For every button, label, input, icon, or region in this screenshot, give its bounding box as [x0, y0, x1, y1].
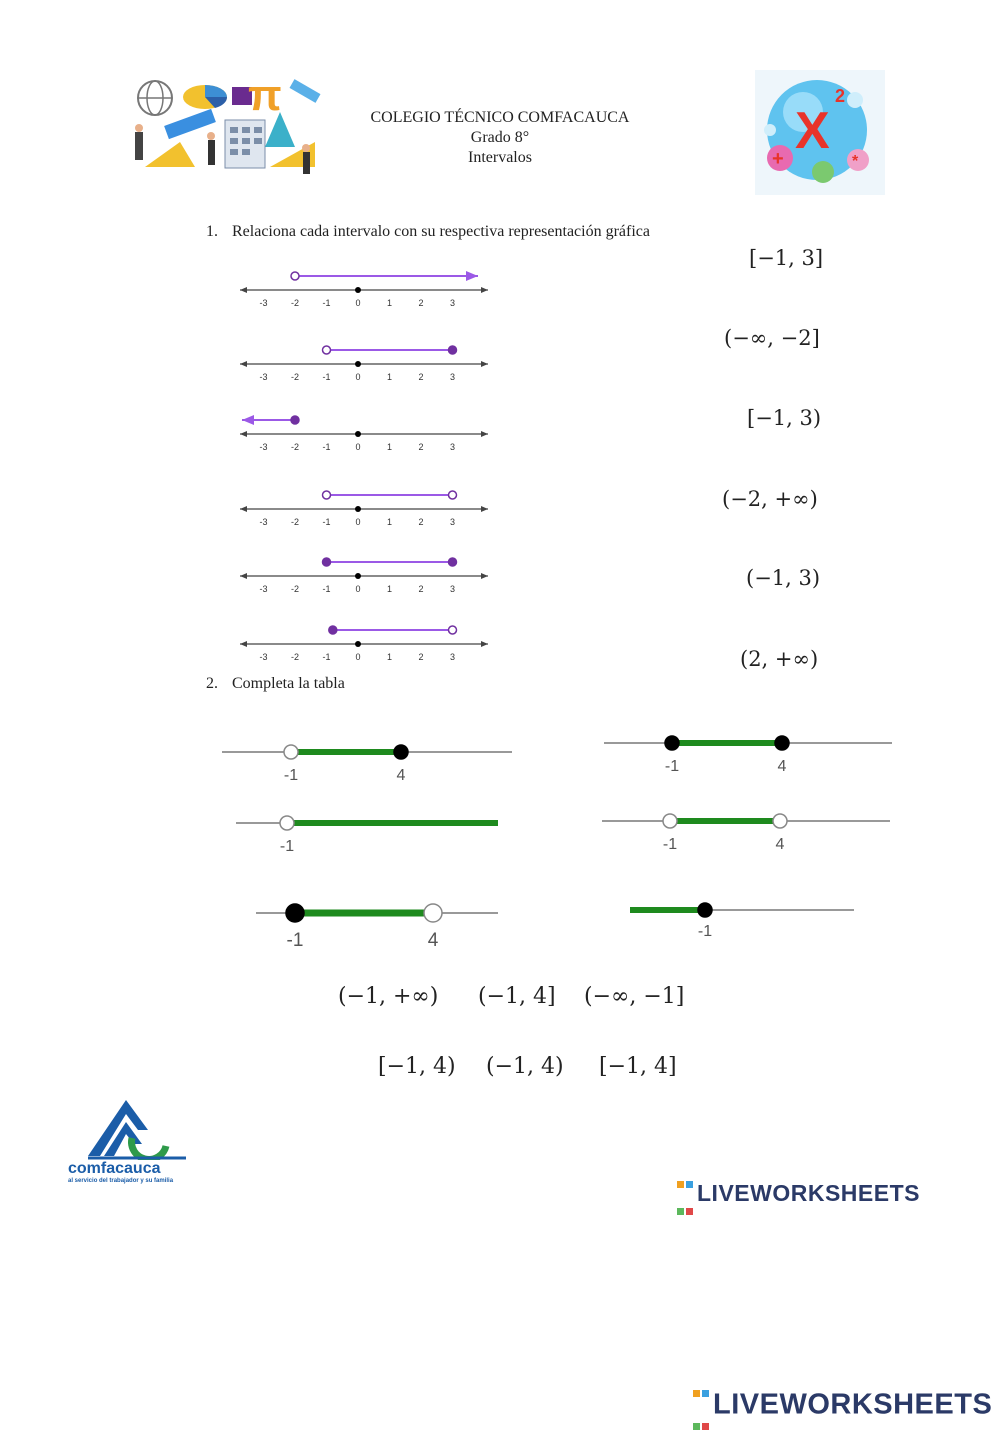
tick-label: -2: [290, 517, 300, 527]
q1-number-line-1: [240, 271, 488, 308]
grade-label: Grado 8°: [470, 129, 530, 146]
axis-arrow-right: [481, 573, 488, 579]
endpoint-right: [291, 416, 299, 424]
liveworksheets-icon: [676, 1168, 694, 1222]
origin-dot: [355, 573, 361, 579]
tick-label: -3: [259, 517, 268, 527]
endpoint-left: [280, 816, 294, 830]
origin-dot: [355, 506, 361, 512]
q2-answer-6[interactable]: [−1, 4]: [599, 1054, 677, 1079]
label-minus-one: -1: [697, 923, 713, 940]
label-four: 4: [427, 930, 439, 951]
topic-label: Intervalos: [468, 149, 532, 166]
q1-number-line-2: [240, 346, 488, 382]
q1-option-2[interactable]: (−∞, −2]: [724, 326, 820, 350]
axis-arrow-right: [481, 641, 488, 647]
axis-arrow-right: [481, 287, 488, 293]
question-1-text: Relaciona cada intervalo con su respectiva representación gráfica: [232, 223, 651, 240]
q2-number-line-6: [630, 903, 854, 940]
q2-number-lines: [0, 700, 1000, 960]
tick-label: 3: [449, 517, 456, 527]
tick-label: 1: [386, 652, 393, 660]
label-minus-one: -1: [662, 836, 678, 853]
svg-text:2: 2: [835, 86, 846, 106]
q2-number-line-3: [236, 816, 498, 855]
interval-arrow-right: [466, 271, 478, 281]
tick-label: 1: [386, 584, 393, 594]
tick-label: 3: [449, 652, 456, 660]
question-1-number: 1.: [206, 223, 218, 240]
liveworksheets-icon: [692, 1373, 710, 1439]
tick-label: 0: [355, 652, 361, 660]
q1-option-5[interactable]: (−1, 3): [746, 566, 821, 590]
q2-answer-1[interactable]: (−1, +∞): [338, 984, 439, 1009]
endpoint-right: [775, 736, 789, 750]
tick-label: -3: [259, 652, 268, 660]
endpoint-right: [698, 903, 712, 917]
header-block: [330, 108, 670, 168]
q1-number-line-3: [240, 415, 488, 452]
endpoint-left: [663, 814, 677, 828]
endpoint-left: [323, 491, 331, 499]
question-2: [206, 675, 345, 693]
tick-label: 3: [449, 372, 456, 382]
axis-arrow-left: [240, 431, 247, 437]
endpoint-left: [291, 272, 299, 280]
endpoint-right: [449, 626, 457, 634]
label-minus-one: -1: [283, 767, 299, 784]
tick-label: -3: [259, 298, 268, 308]
tick-label: -1: [322, 517, 331, 527]
endpoint-right: [449, 558, 457, 566]
svg-text:π: π: [248, 72, 282, 120]
tick-label: -1: [322, 442, 331, 452]
liveworksheets-wordmark-1: LIVEWORKSHEETS: [697, 1180, 920, 1207]
label-four: 4: [777, 758, 787, 775]
axis-arrow-right: [481, 361, 488, 367]
axis-arrow-right: [481, 431, 488, 437]
q2-number-line-2: [604, 736, 892, 775]
label-minus-one: -1: [664, 758, 680, 775]
axis-arrow-right: [481, 506, 488, 512]
math-symbols-icon: [755, 70, 885, 195]
liveworksheets-wordmark-2: LIVEWORKSHEETS: [713, 1388, 993, 1421]
tick-label: -3: [259, 442, 268, 452]
q1-option-3[interactable]: [−1, 3): [747, 406, 822, 430]
label-minus-one: -1: [286, 930, 304, 951]
endpoint-right: [773, 814, 787, 828]
tick-label: 1: [386, 517, 393, 527]
tick-label: -3: [259, 372, 268, 382]
liveworksheets-logo-1: [676, 1168, 920, 1222]
comfacauca-tagline: al servicio del trabajador y su familia: [68, 1178, 174, 1184]
tick-label: 0: [355, 442, 361, 452]
tick-label: 1: [386, 442, 393, 452]
svg-text:*: *: [852, 153, 859, 170]
q1-number-line-6: [240, 626, 488, 660]
label-four: 4: [396, 767, 406, 784]
tick-label: -2: [290, 652, 300, 660]
tick-label: 2: [418, 372, 424, 382]
q2-answer-2[interactable]: (−1, 4]: [478, 984, 556, 1009]
question-2-text: Completa la tabla: [232, 675, 345, 692]
q1-option-6[interactable]: (2, +∞): [740, 647, 819, 671]
math-clipart-image: [120, 72, 330, 187]
tick-label: 1: [386, 298, 393, 308]
question-1: [206, 223, 650, 241]
svg-text:+: +: [772, 148, 784, 170]
endpoint-left: [286, 904, 304, 922]
tick-label: 0: [355, 298, 361, 308]
q2-number-line-5: [256, 904, 498, 951]
tick-label: -1: [322, 372, 331, 382]
tick-label: 3: [449, 442, 456, 452]
axis-arrow-left: [240, 287, 247, 293]
axis-arrow-left: [240, 361, 247, 367]
origin-dot: [355, 287, 361, 293]
label-minus-one: -1: [279, 838, 295, 855]
endpoint-left: [329, 626, 337, 634]
origin-dot: [355, 431, 361, 437]
q1-option-4[interactable]: (−2, +∞): [722, 487, 818, 511]
endpoint-left: [323, 346, 331, 354]
tick-label: 0: [355, 584, 361, 594]
question-2-number: 2.: [206, 675, 218, 692]
q1-number-line-4: [240, 491, 488, 527]
tick-label: 0: [355, 372, 361, 382]
q1-number-line-5: [240, 558, 488, 594]
school-name: COLEGIO TÉCNICO COMFACAUCA: [370, 109, 630, 126]
tick-label: 0: [355, 517, 361, 527]
endpoint-right: [449, 491, 457, 499]
q1-option-1[interactable]: [−1, 3]: [749, 246, 824, 270]
endpoint-right: [449, 346, 457, 354]
tick-label: -2: [290, 372, 300, 382]
tick-label: 3: [449, 298, 456, 308]
tick-label: -1: [322, 584, 331, 594]
tick-label: -2: [290, 584, 300, 594]
endpoint-right: [424, 904, 442, 922]
endpoint-right: [394, 745, 408, 759]
tick-label: 2: [418, 298, 424, 308]
tick-label: -1: [322, 298, 331, 308]
tick-label: -2: [290, 442, 300, 452]
tick-label: 3: [449, 584, 456, 594]
tick-label: -2: [290, 298, 300, 308]
svg-text:X: X: [795, 102, 830, 160]
q2-answer-5[interactable]: (−1, 4): [486, 1054, 564, 1079]
q2-number-line-4: [602, 814, 890, 853]
label-four: 4: [775, 836, 785, 853]
endpoint-left: [665, 736, 679, 750]
endpoint-left: [284, 745, 298, 759]
comfacauca-wordmark: comfacauca: [68, 1160, 161, 1177]
q2-number-line-1: [222, 745, 512, 784]
tick-label: 2: [418, 442, 424, 452]
axis-arrow-left: [240, 506, 247, 512]
tick-label: -1: [322, 652, 331, 660]
endpoint-left: [323, 558, 331, 566]
axis-arrow-left: [240, 573, 247, 579]
q2-answer-3[interactable]: (−∞, −1]: [584, 984, 685, 1009]
tick-label: 2: [418, 652, 424, 660]
tick-label: 2: [418, 517, 424, 527]
axis-arrow-left: [240, 641, 247, 647]
interval-arrow-left: [242, 415, 254, 425]
liveworksheets-logo-2: [692, 1373, 992, 1439]
comfacauca-logo-icon: [68, 1098, 198, 1160]
tick-label: 1: [386, 372, 393, 382]
tick-label: -3: [259, 584, 268, 594]
origin-dot: [355, 361, 361, 367]
q1-number-lines: [230, 250, 510, 660]
tick-label: 2: [418, 584, 424, 594]
q2-answer-4[interactable]: [−1, 4): [378, 1054, 456, 1079]
origin-dot: [355, 641, 361, 647]
